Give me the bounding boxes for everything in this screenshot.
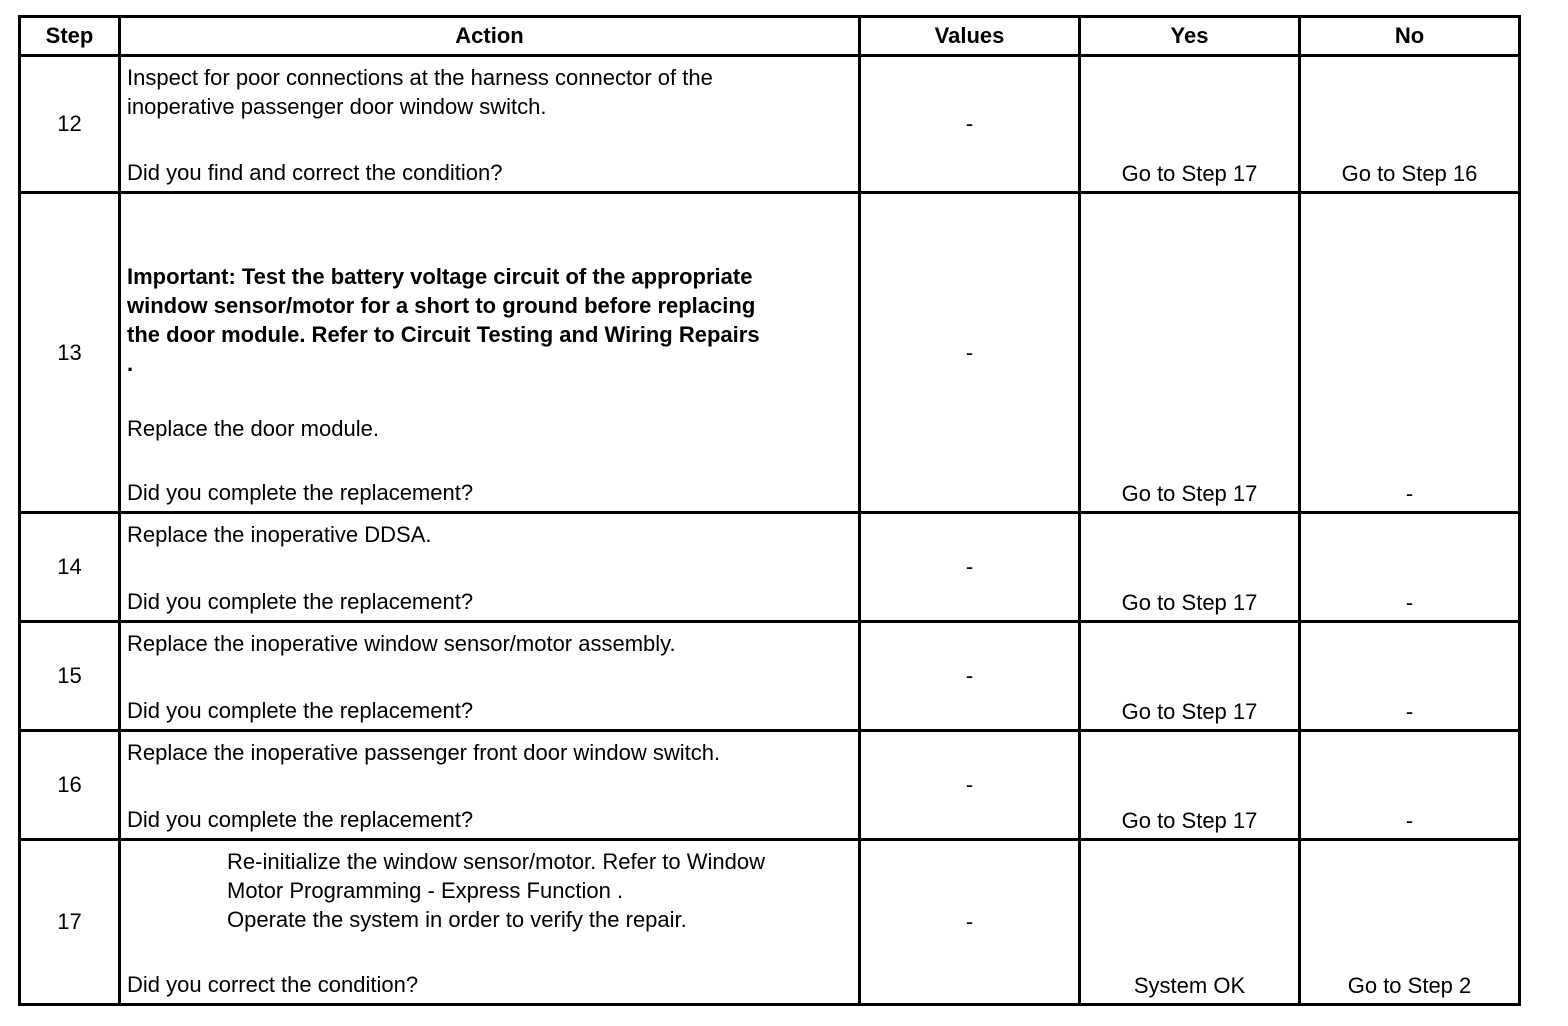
action-question: Did you complete the replacement? (127, 480, 474, 505)
no-cell: - (1300, 193, 1520, 513)
action-text: Inspect for poor connections at the harness connector of the inoperative passenger door window switch. (127, 65, 713, 119)
yes-cell: Go to Step 17 (1080, 193, 1300, 513)
no-cell: - (1300, 622, 1520, 731)
action-content (127, 520, 852, 616)
action-text: Replace the inoperative window sensor/motor assembly. (127, 631, 676, 656)
step-cell: 17 (20, 840, 120, 1005)
yes-cell: Go to Step 17 (1080, 731, 1300, 840)
action-content (127, 629, 852, 725)
header-no: No (1300, 17, 1520, 56)
step-cell: 16 (20, 731, 120, 840)
values-cell: - (860, 56, 1080, 193)
action-cell (120, 622, 860, 731)
action-content (127, 63, 852, 187)
action-cell (120, 193, 860, 513)
values-cell: - (860, 840, 1080, 1005)
action-text: Replace the inoperative passenger front door window switch. (127, 740, 721, 765)
values-cell: - (860, 193, 1080, 513)
values-cell: - (860, 513, 1080, 622)
action-content (127, 200, 852, 507)
action-cell (120, 56, 860, 193)
header-row (20, 17, 1520, 56)
values-cell: - (860, 622, 1080, 731)
action-text: Replace the inoperative DDSA. (127, 522, 432, 547)
action-question: Did you correct the condition? (127, 972, 419, 997)
action-cell (120, 840, 860, 1005)
table-row (20, 622, 1520, 731)
table-row (20, 731, 1520, 840)
table-row (20, 193, 1520, 513)
action-step-text: Re-initialize the window sensor/motor. Refer to Window Motor Programming - Express Function . (227, 849, 766, 903)
header-step: Step (20, 17, 120, 56)
step-cell: 15 (20, 622, 120, 731)
table-row (20, 840, 1520, 1005)
action-question: Did you find and correct the condition? (127, 160, 503, 185)
header-action: Action (120, 17, 860, 56)
yes-cell: Go to Step 17 (1080, 56, 1300, 193)
action-step-text: Operate the system in order to verify the repair. (227, 907, 687, 932)
no-cell: - (1300, 731, 1520, 840)
step-cell: 13 (20, 193, 120, 513)
yes-cell: Go to Step 17 (1080, 622, 1300, 731)
step-cell: 14 (20, 513, 120, 622)
values-cell: - (860, 731, 1080, 840)
header-values: Values (860, 17, 1080, 56)
action-question: Did you complete the replacement? (127, 698, 474, 723)
action-question: Did you complete the replacement? (127, 589, 474, 614)
action-cell (120, 513, 860, 622)
action-question: Did you complete the replacement? (127, 807, 474, 832)
header-yes: Yes (1080, 17, 1300, 56)
table-row (20, 513, 1520, 622)
no-cell: - (1300, 513, 1520, 622)
action-content (127, 738, 852, 834)
action-content (127, 847, 852, 999)
yes-cell: Go to Step 17 (1080, 513, 1300, 622)
important-note: Important: Test the battery voltage circuit of the appropriate window sensor/motor for a short to ground before replacing the door module. Refer to Circuit Testing and Wiring Repairs . (127, 264, 760, 376)
no-cell: Go to Step 2 (1300, 840, 1520, 1005)
action-cell (120, 731, 860, 840)
action-text: Replace the door module. (127, 416, 379, 441)
yes-cell: System OK (1080, 840, 1300, 1005)
no-cell: Go to Step 16 (1300, 56, 1520, 193)
table-row (20, 56, 1520, 193)
step-cell: 12 (20, 56, 120, 193)
diagnostic-table (18, 15, 1521, 1006)
